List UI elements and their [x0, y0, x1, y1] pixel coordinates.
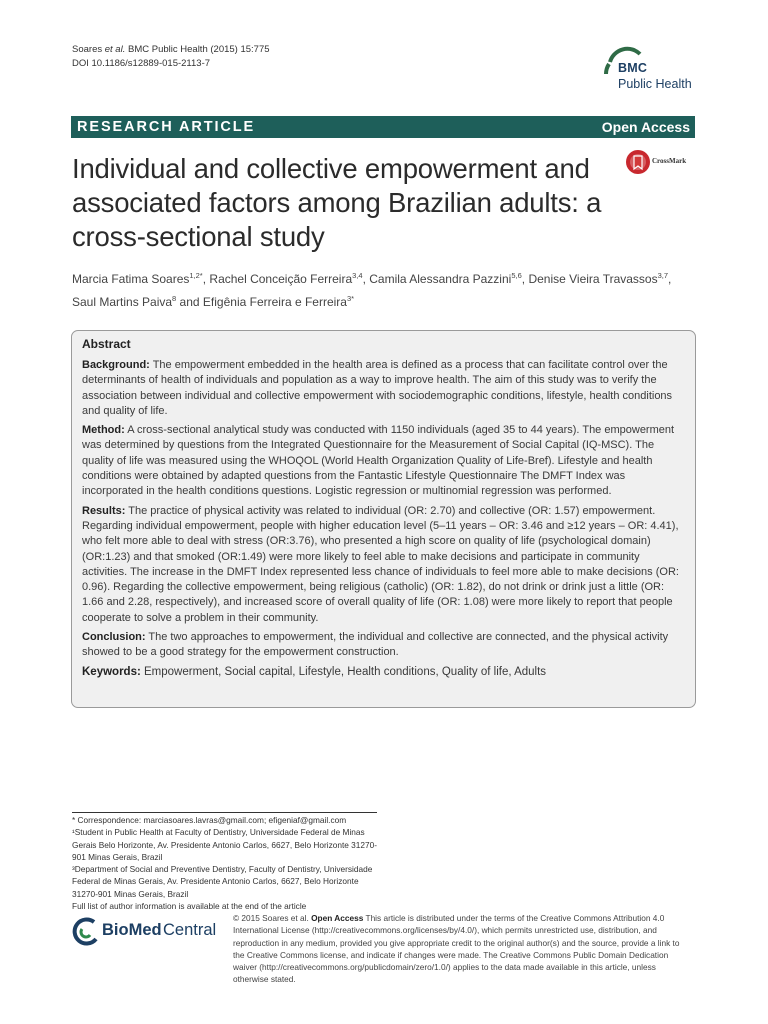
author-affiliation: 5,6 [511, 271, 522, 280]
author-affiliation: 8 [172, 294, 177, 303]
author-affiliation: 3,4 [352, 271, 363, 280]
abstract-keywords: Keywords: Empowerment, Social capital, Lifestyle, Health conditions, Quality of life, Adults [82, 665, 547, 678]
abstract-conclusion: Conclusion: The two approaches to empowerment, the individual and collective are connected, and the physical activity showed to be a good strategy for the empowerment construction. [82, 631, 669, 659]
author[interactable]: Efigênia Ferreira e Ferreira$^{3*}$ [202, 294, 355, 309]
author[interactable]: Camila Alessandra Pazzini$^{5,6}$ [369, 271, 522, 286]
author-affiliation: 1,2* [189, 271, 203, 280]
author[interactable]: Saul Martins Paiva$^8$ [72, 294, 177, 309]
correspondence-emails[interactable]: * Correspondence: marciasoares.lavras@gmail.com; efigeniaf@gmail.com [72, 815, 347, 825]
license-statement [233, 912, 693, 986]
article-type-label: RESEARCH ARTICLE [77, 119, 256, 135]
abstract-heading: Abstract [82, 337, 131, 351]
logo-text-bmc: BMC [618, 61, 648, 75]
abstract-method: Method: A cross-sectional analytical study was conducted with 1150 individuals (aged 35 to 44 years). The empowerment was determined by questions from the Integrated Questionnaire for the Measurement of Social Capital (IQ-MSC). The quality of life was measured using the WHOQOL (World Health Organization Quality of Life-Bref). Lifestyle and health conditions were obtained by adapted questions from the Fantastic Lifestyle Questionnaire The DMFT Index was incorporated in the health conditions questions. Logistic regression or multinomial regression was performed. [82, 424, 675, 498]
author[interactable]: Marcia Fatima Soares$^{1,2*}$ [72, 271, 203, 286]
biomed-arc-icon [72, 917, 100, 947]
abstract-box [71, 330, 696, 708]
copyright: © 2015 Soares et al. [233, 913, 309, 923]
doi-link[interactable]: DOI 10.1186/s12889-015-2113-7 [72, 58, 211, 69]
author[interactable]: Denise Vieira Travassos$^{3,7}$ [528, 271, 669, 286]
abstract-results: Results: The practice of physical activity was related to individual (OR: 2.70) and collective (OR: 1.57) empowerment. Regarding individual empowerment, people with higher education level (5–11 years – OR: 3.46 and ≥12 years – OR: 4.41), who felt more able to deal with stress (OR:3.76), who presented a high score on quality of life (psychological domain) (OR:1.23) and that smoked (OR:1.49) were more likely to feel able to make decisions and participate in community activities. The increase in the DMFT Index represented less chance of individuals to feel more able to make decisions (OR: 0.96). Regarding the collective empowerment, being religious (catholic) (OR: 1.82), do not drink or drink just a little (OR: 1.66 and 2.28, respectively), and increased score of overall quality of life (OR: 1.08) were more likely to report that people cooperate to solve a problem in their community. [82, 504, 679, 624]
author-affiliation: 3* [346, 294, 355, 303]
author-info-note: Full list of author information is available at the end of the article [72, 901, 307, 912]
citation-header [72, 43, 270, 71]
article-type-banner [71, 116, 695, 138]
license-open-access: Open Access [311, 913, 364, 923]
author-list: Marcia Fatima Soares$^{1,2*}$, Rachel Conceição Ferreira$^{3,4}$, Camila Alessandra Pazzini$^{5,6}$, Denise Vieira Travassos$^{3,7}$, Saul Martins Paiva$^8$ and Efigênia Ferreira e Ferreira$^{3*}$ [72, 271, 672, 309]
crossmark-label: CrossMark [652, 157, 687, 165]
author-affiliation: 3,7 [657, 271, 669, 280]
correspondence-footnotes [72, 812, 377, 912]
biomed-central-logo [72, 913, 222, 953]
affiliation-1: ¹Student in Public Health at Faculty of Dentistry, Universidade Federal de Minas Gerais Belo Horizonte, Av. Presidente Antonio Carlos, 6627, Belo Horizonte 31270-901 Minas Gerais, Brazil [72, 827, 378, 862]
citation-journal: BMC Public Health [128, 44, 208, 55]
bmc-public-health-logo [596, 44, 706, 100]
crossmark-badge[interactable] [625, 149, 705, 175]
publisher-name-central: Central [163, 921, 217, 939]
citation-line [72, 43, 270, 57]
affiliation-3: ³Department of Social and Preventive Dentistry, Faculty of Dentistry, Universidade Federal de Minas Gerais, Av. Presidente Antonio Carlos, 6627, Belo Horizonte 31270-901 Minas Gerais, Brazil [72, 864, 373, 899]
license-text: This article is distributed under the terms of the Creative Commons Attribution 4.0 International License (http://creativecommons.org/licenses/by/4.0/), which permits unrestricted use, distribution, and reproduction in any medium, provided you give appropriate credit to the original author(s) and the source, provide a link to the Creative Commons license, and indicate if changes were made. The Creative Commons Public Domain Dedication waiver (http://creativecommons.org/publicdomain/zero/1.0/) applies to the data made available in this article, unless otherwise stated. [233, 913, 680, 985]
abstract-background: Background: The empowerment embedded in the health area is defined as a process that can facilitate control over the determinants of health of individuals and population as a way to improve health. The aim of this study was to verify the association between individual and collective empowerment with sociodemographic conditions, lifestyle, health conditions and quality of life. [82, 359, 673, 417]
citation-volume: (2015) 15:775 [210, 44, 270, 55]
logo-text-public-health: Public Health [618, 77, 692, 91]
crossmark-icon [625, 149, 651, 175]
article-title: Individual and collective empowerment and associated factors among Brazilian adults: a cross-sectional study [72, 153, 602, 252]
author[interactable]: Rachel Conceição Ferreira$^{3,4}$ [209, 271, 363, 286]
open-access-label: Open Access [601, 119, 690, 135]
citation-etal: et al. [104, 44, 126, 55]
publisher-name-biomed: BioMed [102, 921, 162, 939]
citation-author: Soares [72, 44, 103, 55]
